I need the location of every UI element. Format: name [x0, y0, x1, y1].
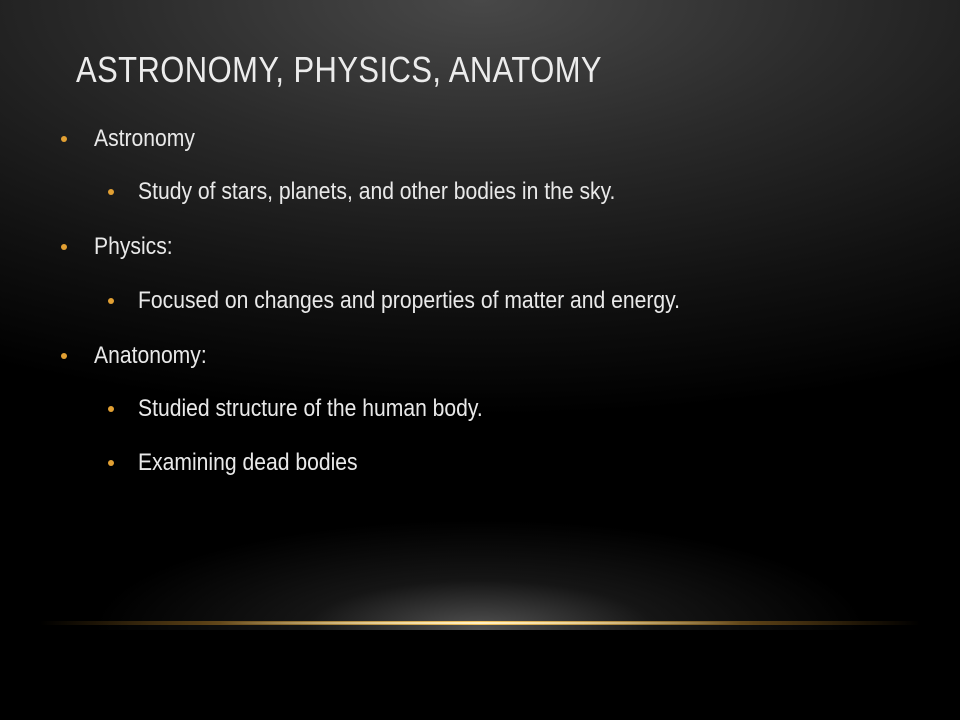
bullet-text: Studied structure of the human body.: [138, 395, 483, 422]
bullet-dot-icon: [108, 460, 114, 466]
bullet-text: Study of stars, planets, and other bodies in the sky.: [138, 178, 616, 205]
bullet-dot-icon: [108, 189, 114, 195]
accent-line-highlight: [220, 622, 740, 624]
bullet-item: [61, 227, 183, 267]
bullet-item: [108, 389, 530, 429]
bullet-text: Examining dead bodies: [138, 449, 358, 476]
slide-title: ASTRONOMY, PHYSICS, ANATOMY: [76, 49, 603, 90]
bullet-item: [108, 172, 681, 212]
bullet-text: Physics:: [94, 233, 173, 260]
bullet-item: [108, 443, 388, 483]
bullet-item: [61, 336, 222, 376]
bullet-dot-icon: [108, 298, 114, 304]
bullet-item: [61, 119, 209, 159]
bullet-text: Astronomy: [94, 125, 195, 152]
bullet-text: Anatonomy:: [94, 342, 207, 369]
bullet-dot-icon: [61, 244, 67, 250]
bullet-text: Focused on changes and properties of matter and energy.: [138, 287, 681, 314]
bullet-dot-icon: [61, 353, 67, 359]
bullet-dot-icon: [108, 406, 114, 412]
bullet-dot-icon: [61, 136, 67, 142]
bullet-item: [108, 281, 754, 321]
